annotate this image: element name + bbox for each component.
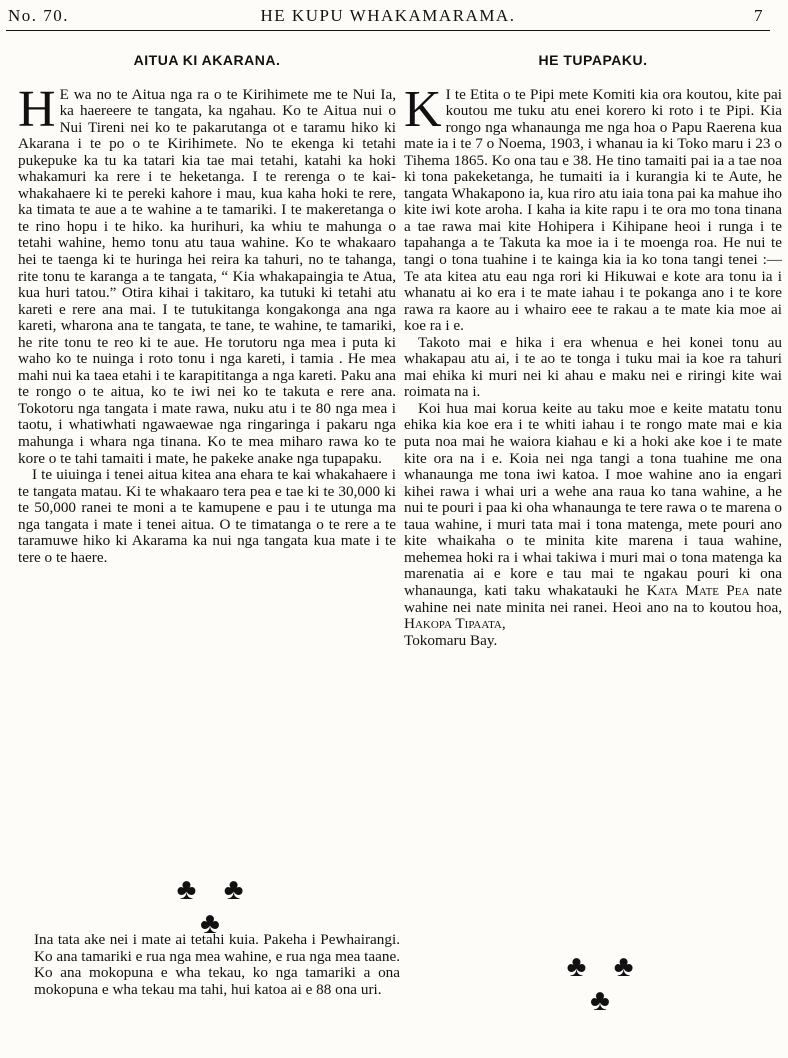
clover-ornament-icon: ♣ ♣ ♣ xyxy=(566,950,644,1017)
article-paragraph: Takoto mai e hika i era whenua e hei konei tonu au whakapau atu ai, i te ao te tonga i tuku mai ia koe ra tahuri mai ehika ki muri nei ki ahau e maku nei e riringi kite wai roimata na i. xyxy=(404,333,782,401)
article-aitua xyxy=(18,52,396,566)
signer-place: Tokomaru Bay. xyxy=(404,631,498,649)
drop-cap: H xyxy=(18,80,56,138)
article-tupapaku xyxy=(404,52,782,649)
article-paragraph: I te uiuinga i tenei aitua kitea ana ehara te kai whakahaere i te tangata matau. Ki te whakaaro tera pea e tae ki te 30,000 ki te 50,000 ranei te moni a te kamupene e pau i te utunga ma nga tangata i mate i tenei aitua. O te timatanga o te rere a te taramuwe hiko ki Akarama ka nui nga tangata kua mate i te tere o te haere. xyxy=(18,466,396,566)
article-paragraph: H E wa no te Aitua nga ra o te Kirihimete me te Nui Ia, ka haereere te tangata, ka ngahau. Ko te Aitua nui o Nui Tireni nei ko te pakarutanga ot e taramu hiko ki Akarana i te po o te Kirihimete. No te ekenga ki tetahi pukepuke ka tu ka tatari kia tae mai tetahi, katahi ka hoki whakamuri ka rere i te heketanga. I te rerenga o te kai-whakahaere ki te pereki kahore i mau, kua kaha hoki te rere, ka timata te aue a te wahine a te tamariki. I te makeretanga o te rino hopu i te hiko. ka hurihuri, ka whiu te mahunga o tetahi wahine, hemo tonu atu taua wahine. Ko te whakaaro hei te taenga ki te huringa hei reira ka tahuri, no te tahanga, rite tonu te karanga a te tangata, “ Kia whakapaingia te Atua, kua huri tatou.” Otira kihai i takitaro, ka tutuki ki tetahi atu kareti e rere ana mai. I te tutukitanga kongakonga ana nga kareti, wharona ana te tangata, te tane, te wahine, te tamariki, he rite tonu te reo ki te aue. He torutoru nga mea i puta ki waho ko te nuinga i roto tonu i nga kareti, i tamia . He mea mahi nui ka taea etahi i te karapititanga a nga kareti. Paku ana te rongo o te aitua, ko te iwi nei ko te takuta e rere ana. Tokotoru nga tangata i mate rawa, nuku atu i te 80 nga mea i taotu, i whatiwhati ngawaewae nga ringaringa i pakaru nga mahunga i whara nga tinana. Ko te mea miharo rawa ko te kore o te tahi tamaiti i mate, he pakeke anake nga tupapaku. xyxy=(18,80,396,467)
issue-number: No. 70. xyxy=(8,6,70,25)
clover-ornament-icon: ♣ ♣ ♣ xyxy=(176,873,254,940)
article-paragraph: K I te Etita o te Pipi mete Komiti kia ora koutou, kite pai koutou me tuku atu enei korero ki roto i te Pipi. Kia rongo nga whanaunga me nga hoa o Papu Raerena kua mate ia i te 7 o Noema, 1903, i whanau ia ki Toko maru i 23 o Tihema 1865. Ko ona tau e 38. He tino tamaiti pai ia a tae noa ki tona pakeketanga, he tumaiti ia i kurangia ki te Aute, he tangata Whakapono ia, kua riro atu iaia tona pai ka mahue iho kite iwi kote aroha. I kaha ia kite rapu i te ora mo tona tinana a tae rawa mai kite Hohipera i Kihipane heoi i runga i te tapahanga a te Takuta ka moe ia i te moenga roa. He nui te tangi o tona tuahine i te kainga kia ia ko tona tangi tenei :—Te ata kitea atu eau nga rori ki Hikuwai e kote ara tonu ia i whanatu ai ko era i te mate iahau i te pokanga ano i te kore rawa ra kaore au i whairo eee te rakau a te mate kia moe ai koe ra i e. xyxy=(404,80,782,335)
article-heading: HE TUPAPAKU. xyxy=(538,52,648,68)
article-heading: AITUA KI AKARANA. xyxy=(133,52,281,68)
signer-name: Hakopa Tipaata, xyxy=(404,615,506,633)
signoff-caps: Kata Mate Pea xyxy=(646,581,750,599)
drop-cap: K xyxy=(404,80,442,138)
page-number: 7 xyxy=(754,6,764,25)
running-title: HE KUPU WHAKAMARAMA. xyxy=(260,6,516,25)
page-header xyxy=(6,4,770,31)
notice-paragraph: Ina tata ake nei i mate ai tetahi kuia. Pakeha i Pewhairangi. Ko ana tamariki e rua nga mea wahine, e rua nga mea taane. Ko ana mokopuna e wha tekau, ko nga tamariki a ona mokopuna e wha tekau ma tahi, hui katoa ai e 88 ona uri. xyxy=(34,931,401,998)
article-paragraph: Koi hua mai korua keite au taku moe e keite matatu tonu ehika kia koe era i te whiti iahau i te rongo mate mai e kia puta noa mai he waiora kiahau e ki a hoki ake koe i te mate kite ora na i e. Koia nei nga tangi a tona tuahine me ona whanaunga me tona iwi katoa. I moe wahine ano ia engari kihei rawa i whai uri a wehe ana raua ko tana wahine, a he nui te pouri i paa ki oha whanaunga te tere rawa o te marena o taua wahine, i muri tata mai i tona matenga, mete pouri ano kite whaikaha o te minita kite marena i taua wahine, mehemea hoki ra i whai takiwa i muri mai o tona matenga ka marenatia ai e kore e tau mai te ngakau pouri ki ona whanaunga, kati taku whakatauki he Kata Mate Pea nate wahine nei nate minita nei ranei. Heoi ano na to koutou hoa, Hakopa Tipaata, Tokomaru Bay. xyxy=(404,399,782,649)
